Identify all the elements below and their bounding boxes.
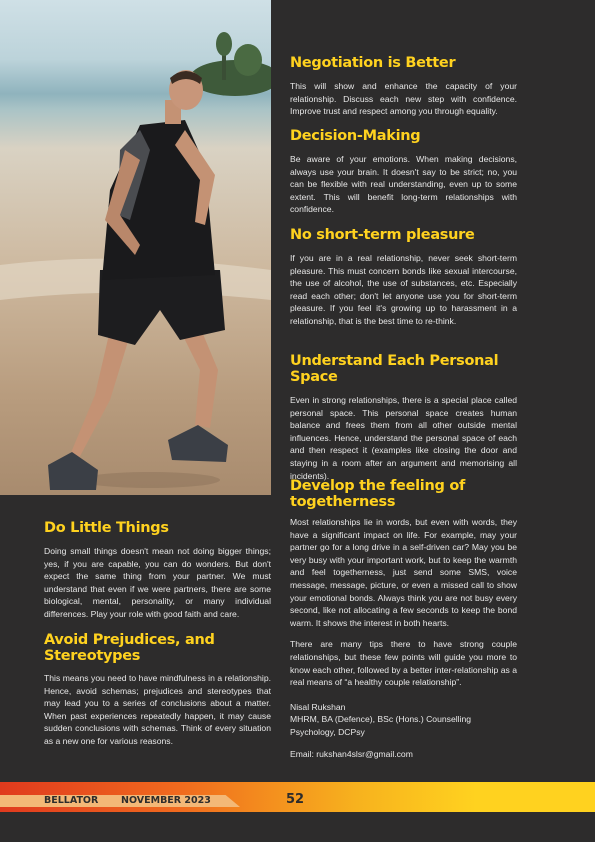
author-email[interactable]: Email: rukshan4slsr@gmail.com <box>290 748 413 759</box>
body-personal-space: Even in strong relationships, there is a special place called personal space. This personal space creates human balance and frees them from all other outside mental influences. Hence, understand the personal space of each and then respect it (examples like closing the door and staying in a room after an argument and memorising all incidents). <box>290 395 517 481</box>
body-decision: Be aware of your emotions. When making decisions, always use your brain. It doesn't say to be strict; no, you can be flexible with real understanding, even up to some extent. This will benefit long-term relationships with confidence. <box>290 154 517 215</box>
heading-decision: Decision-Making <box>290 128 421 144</box>
section-prejudices <box>44 632 271 748</box>
body-prejudices: This means you need to have mindfulness in a relationship. Hence, avoid schemas; prejudices and stereotypes that may lead you to a series of conclusions about a matter. When past experiences repeatedly happen, it may cause sudden conclusions with schemas. Think of every situation as a new one for various reasons. <box>44 673 271 746</box>
section-decision <box>290 128 517 216</box>
heading-personal-space: Understand Each Personal Space <box>290 353 499 385</box>
section-togetherness <box>290 478 517 760</box>
body-little-things: Doing small things doesn't mean not doing bigger things; yes, if you are capable, you can do wonders. But don't expect the same thing from your partner. We must understand that even if we were partners, there are some biological, mental, personality, or many individual differences. Play your role with good faith and care. <box>44 546 271 619</box>
heading-little-things: Do Little Things <box>44 520 169 536</box>
heading-negotiation: Negotiation is Better <box>290 55 456 71</box>
section-negotiation <box>290 55 517 118</box>
page-number: 52 <box>286 792 305 807</box>
heading-short-term: No short-term pleasure <box>290 227 475 243</box>
runner-photo <box>0 0 271 495</box>
body-short-term: If you are in a real relationship, never seek short-term pleasure. This must concern bonds like sexual intercourse, the use of alcohol, the use of substances, etc. Especially read each other; don't let anyone use you for short-term pleasure. If you feel it's growing up to harassment in a relationship, that is the best time to re-think. <box>290 253 517 326</box>
author-name: Nisal Rukshan <box>290 701 346 712</box>
runner-illustration <box>0 0 271 495</box>
section-personal-space <box>290 353 517 482</box>
author-credentials: MHRM, BA (Defence), BSc (Hons.) Counselling Psychology, DCPsy <box>290 714 472 737</box>
heading-togetherness: Develop the feeling of togetherness <box>290 478 465 510</box>
footer-magazine: BELLATOR <box>44 795 99 806</box>
heading-prejudices: Avoid Prejudices, and Stereotypes <box>44 632 215 664</box>
footer-issue: NOVEMBER 2023 <box>121 795 211 806</box>
section-little-things <box>44 520 271 621</box>
section-short-term <box>290 227 517 328</box>
body-togetherness: Most relationships lie in words, but even with words, they have a significant impact on life. For example, may your partner go for a long drive in a self-driven car? May you be very busy with your important work, but to keep the warmth and feel togetherness, just send some SMS, voice message, message, picture, or even a missed call to show your emotional bonds. Always think you are not busy every second, like not allocating a few seconds to keep the bond warm. It shows the interest in both hearts. <box>290 517 517 628</box>
body-togetherness-closing: There are many tips there to have strong couple relationships, but these few points will guide you more to know each other, followed by a better inter-relationship as a real means of “a healthy couple relationship”. <box>290 639 517 688</box>
body-negotiation: This will show and enhance the capacity of your relationship. Discuss each new step with confidence. Improve trust and respect among you through equality. <box>290 81 517 117</box>
